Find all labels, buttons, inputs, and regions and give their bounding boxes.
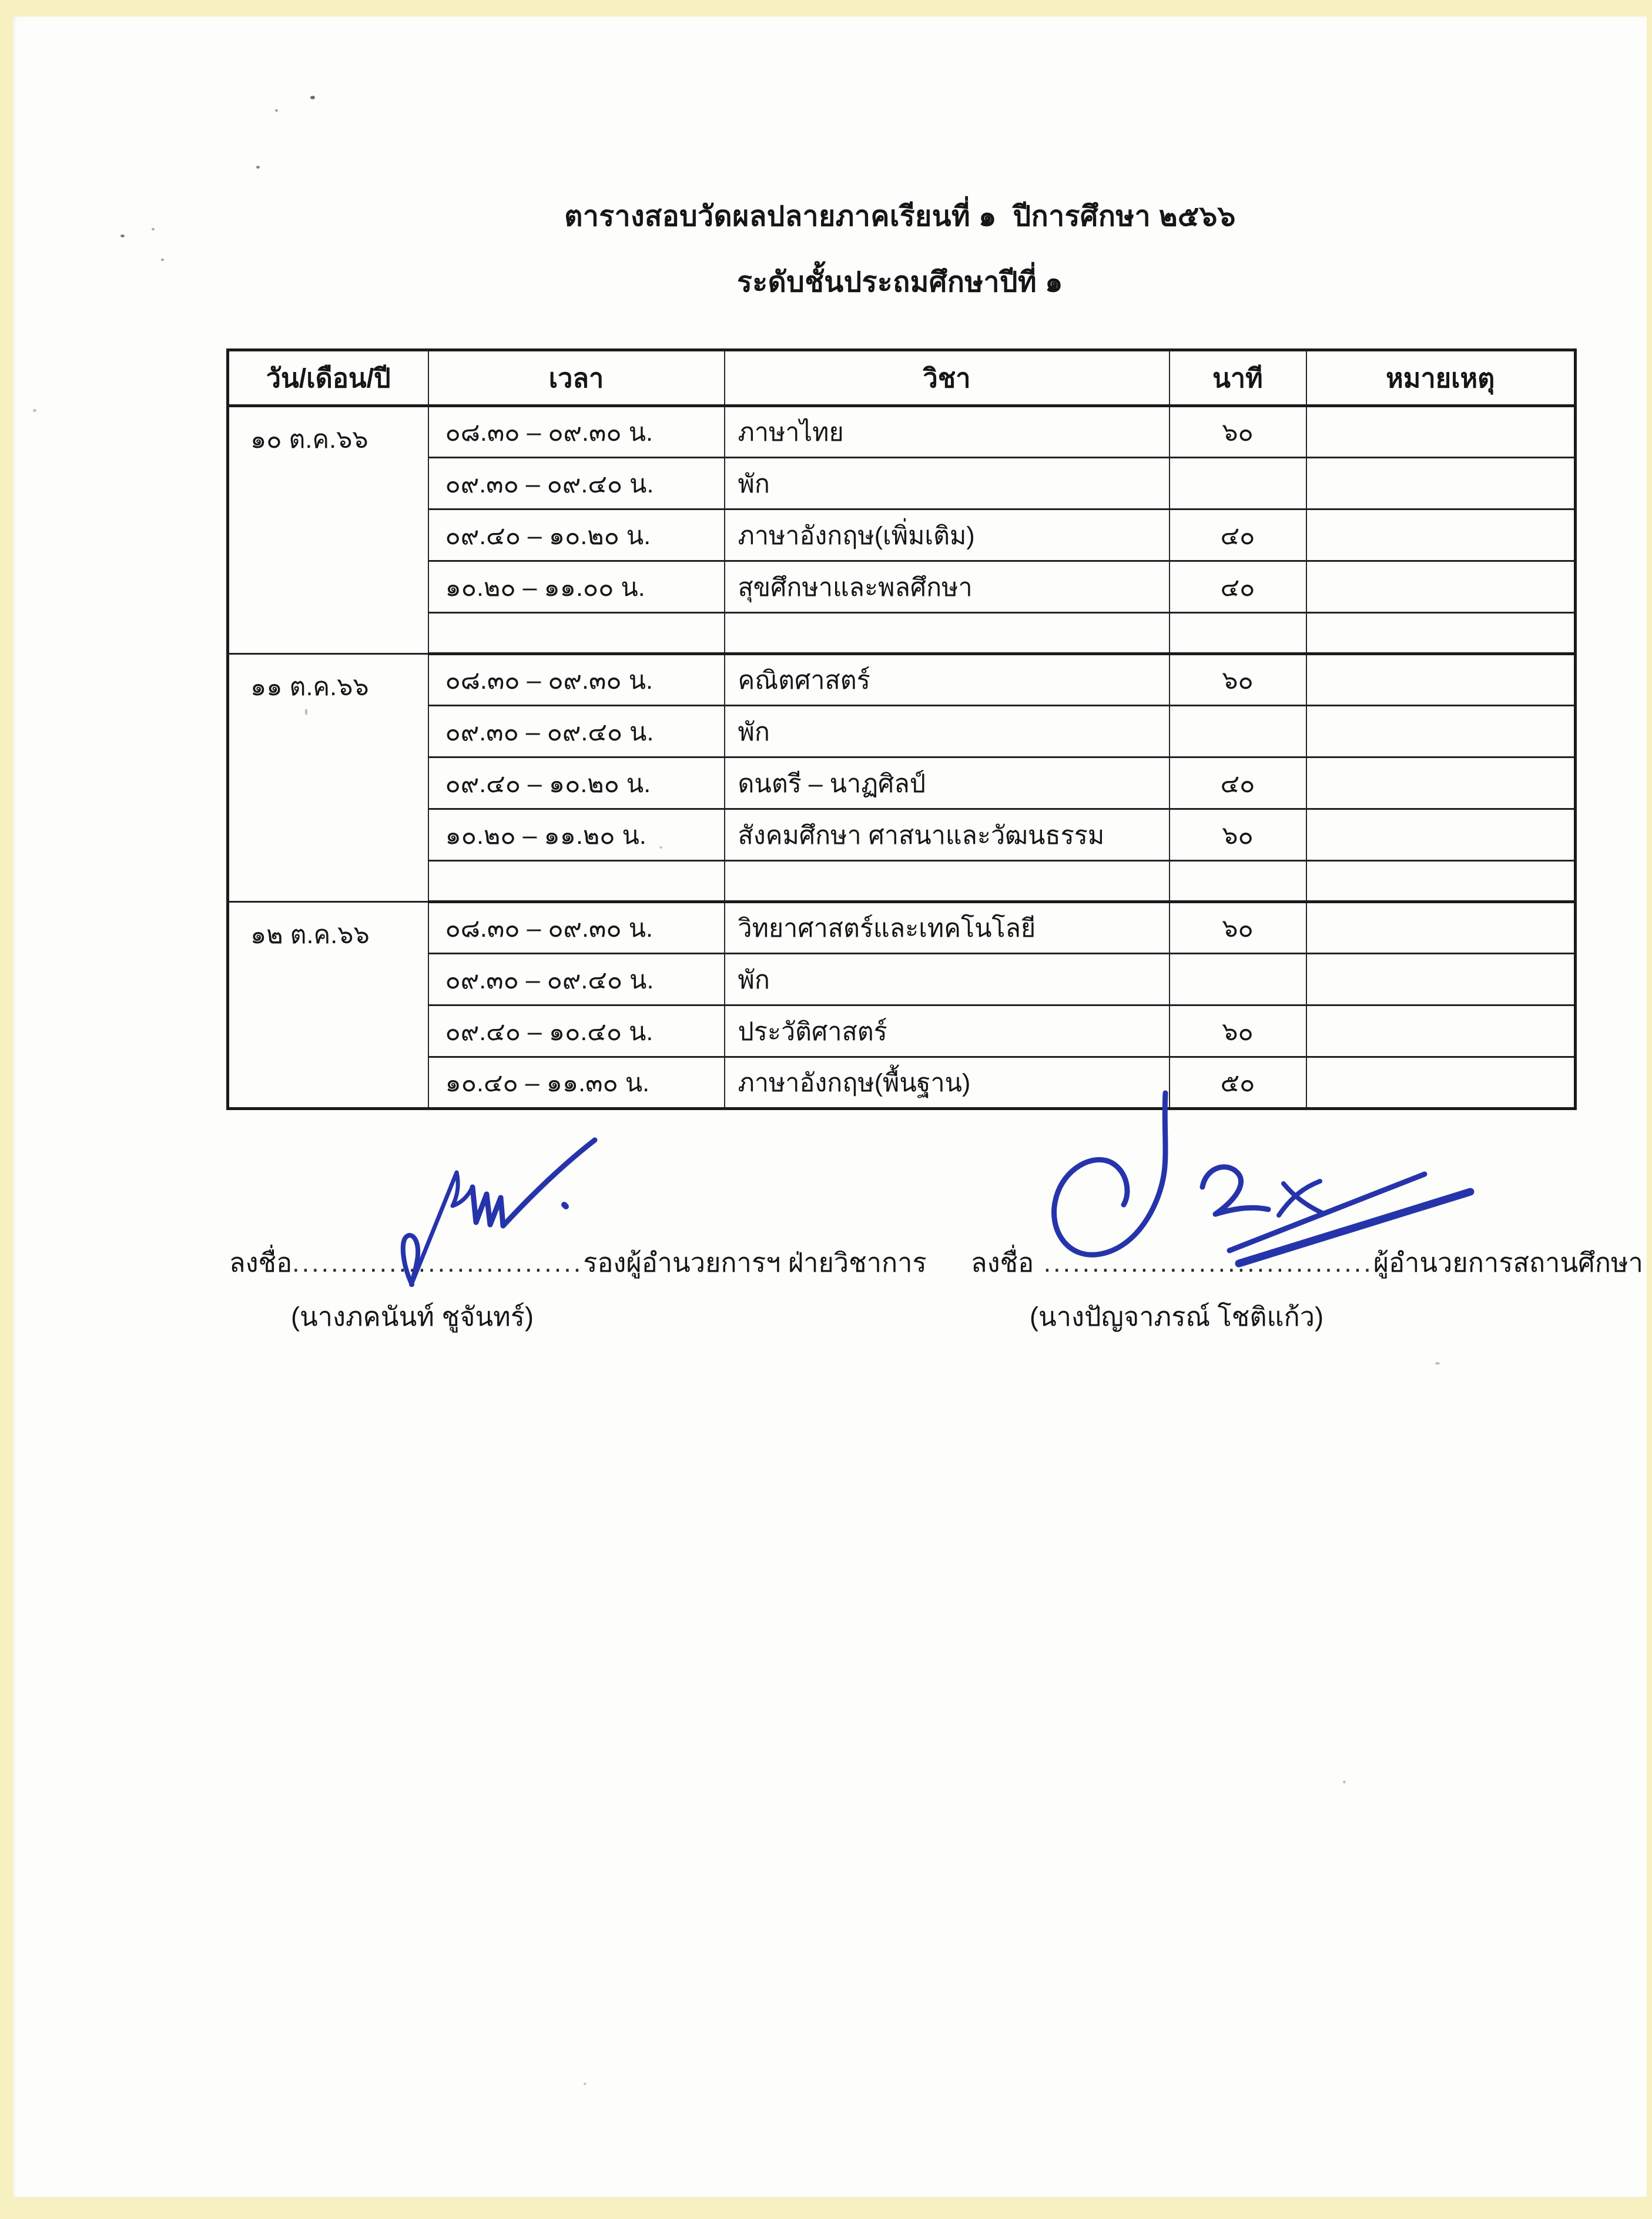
date-cell: ๑๒ ต.ค.๖๖ — [228, 902, 428, 1109]
dust-speck — [1343, 1781, 1346, 1784]
dust-speck — [659, 846, 662, 849]
subject-cell: คณิตศาสตร์ — [725, 654, 1170, 706]
time-cell: ๑๐.๒๐ – ๑๑.๒๐ น. — [428, 809, 725, 861]
note-cell — [1306, 406, 1576, 458]
signer-name-left: (นางภคนันท์ ชูจันทร์) — [291, 1302, 534, 1332]
subject-cell: พัก — [725, 458, 1170, 510]
column-header-minutes: นาที — [1170, 350, 1306, 406]
dust-speck — [33, 409, 36, 412]
time-cell: ๐๙.๔๐ – ๑๐.๔๐ น. — [428, 1005, 725, 1057]
subject-cell: วิทยาศาสตร์และเทคโนโลยี — [725, 902, 1170, 954]
minutes-cell — [1170, 954, 1306, 1005]
page-title: ตารางสอบวัดผลปลายภาคเรียนที่ ๑ ปีการศึกษา ๒๕๖๖ — [564, 201, 1236, 232]
subject-cell — [725, 861, 1170, 902]
date-cell: ๑๑ ต.ค.๖๖ — [228, 654, 428, 902]
minutes-cell — [1170, 861, 1306, 902]
minutes-cell: ๖๐ — [1170, 809, 1306, 861]
time-cell — [428, 861, 725, 902]
header-row — [228, 350, 1576, 406]
dust-speck — [161, 259, 164, 261]
note-cell — [1306, 654, 1576, 706]
note-cell — [1306, 902, 1576, 954]
minutes-cell: ๖๐ — [1170, 902, 1306, 954]
dust-speck — [120, 234, 125, 237]
note-cell — [1306, 1005, 1576, 1057]
time-cell: ๐๘.๓๐ – ๐๙.๓๐ น. — [428, 406, 725, 458]
schedule-row — [228, 510, 1576, 561]
schedule-row — [228, 654, 1576, 706]
minutes-cell: ๔๐ — [1170, 561, 1306, 613]
time-cell: ๐๙.๔๐ – ๑๐.๒๐ น. — [428, 510, 725, 561]
minutes-cell: ๖๐ — [1170, 406, 1306, 458]
dust-speck — [152, 228, 155, 230]
time-cell: ๑๐.๒๐ – ๑๑.๐๐ น. — [428, 561, 725, 613]
note-cell — [1306, 954, 1576, 1005]
subject-cell: ภาษาไทย — [725, 406, 1170, 458]
minutes-cell: ๖๐ — [1170, 654, 1306, 706]
minutes-cell: ๔๐ — [1170, 757, 1306, 809]
subject-cell: ดนตรี – นาฏศิลป์ — [725, 757, 1170, 809]
handwritten-signature-right — [1023, 1075, 1504, 1310]
subject-cell: พัก — [725, 954, 1170, 1005]
subject-cell: สุขศึกษาและพลศึกษา — [725, 561, 1170, 613]
page-subtitle: ระดับชั้นประถมศึกษาปีที่ ๑ — [737, 267, 1063, 298]
sign-label: ลงชื่อ — [971, 1248, 1034, 1278]
note-cell — [1306, 706, 1576, 757]
time-cell: ๑๐.๔๐ – ๑๑.๓๐ น. — [428, 1057, 725, 1109]
signer-role: ผู้อำนวยการสถานศึกษา — [1373, 1248, 1643, 1278]
subject-cell: พัก — [725, 706, 1170, 757]
column-header-subject: วิชา — [725, 350, 1170, 406]
schedule-row — [228, 1005, 1576, 1057]
subject-cell — [725, 613, 1170, 654]
subject-cell: ภาษาอังกฤษ(พื้นฐาน) — [725, 1057, 1170, 1109]
schedule-row — [228, 902, 1576, 954]
schedule-row — [228, 561, 1576, 613]
note-cell — [1306, 757, 1576, 809]
signer-name-right: (นางปัญจาภรณ์ โชติแก้ว) — [1030, 1302, 1324, 1332]
dust-speck — [275, 109, 278, 112]
time-cell: ๐๙.๓๐ – ๐๙.๔๐ น. — [428, 706, 725, 757]
empty-spacer-row — [228, 861, 1576, 902]
empty-spacer-row — [228, 613, 1576, 654]
schedule-row — [228, 406, 1576, 458]
subject-cell: ประวัติศาสตร์ — [725, 1005, 1170, 1057]
handwritten-signature-left — [376, 1117, 646, 1293]
dust-speck — [305, 709, 307, 715]
time-cell: ๐๙.๔๐ – ๑๐.๒๐ น. — [428, 757, 725, 809]
schedule-row — [228, 706, 1576, 757]
time-cell: ๐๘.๓๐ – ๐๙.๓๐ น. — [428, 902, 725, 954]
schedule-row — [228, 757, 1576, 809]
time-cell: ๐๙.๓๐ – ๐๙.๔๐ น. — [428, 954, 725, 1005]
dust-speck — [584, 2083, 587, 2085]
minutes-cell: ๔๐ — [1170, 510, 1306, 561]
dust-speck — [310, 96, 315, 99]
column-header-date: วัน/เดือน/ปี — [228, 350, 428, 406]
schedule-row — [228, 954, 1576, 1005]
minutes-cell: ๕๐ — [1170, 1057, 1306, 1109]
minutes-cell: ๖๐ — [1170, 1005, 1306, 1057]
schedule-row — [228, 809, 1576, 861]
time-cell: ๐๘.๓๐ – ๐๙.๓๐ น. — [428, 654, 725, 706]
note-cell — [1306, 458, 1576, 510]
minutes-cell — [1170, 458, 1306, 510]
exam-schedule-table — [226, 348, 1577, 1110]
note-cell — [1306, 861, 1576, 902]
note-cell — [1306, 809, 1576, 861]
subject-cell: ภาษาอังกฤษ(เพิ่มเติม) — [725, 510, 1170, 561]
minutes-cell — [1170, 613, 1306, 654]
schedule-row — [228, 458, 1576, 510]
column-header-note: หมายเหตุ — [1306, 350, 1576, 406]
note-cell — [1306, 561, 1576, 613]
dust-speck — [256, 166, 260, 169]
time-cell — [428, 613, 725, 654]
column-header-time: เวลา — [428, 350, 725, 406]
dust-speck — [1435, 1362, 1440, 1365]
time-cell: ๐๙.๓๐ – ๐๙.๔๐ น. — [428, 458, 725, 510]
dotted-line: .............................. — [292, 1248, 584, 1278]
note-cell — [1306, 510, 1576, 561]
date-cell: ๑๐ ต.ค.๖๖ — [228, 406, 428, 654]
subject-cell: สังคมศึกษา ศาสนาและวัฒนธรรม — [725, 809, 1170, 861]
minutes-cell — [1170, 706, 1306, 757]
note-cell — [1306, 613, 1576, 654]
dotted-line: .................................. — [1034, 1248, 1373, 1278]
sign-label: ลงชื่อ — [229, 1248, 293, 1278]
signer-role: รองผู้อำนวยการฯ ฝ่ายวิชาการ — [583, 1248, 927, 1278]
